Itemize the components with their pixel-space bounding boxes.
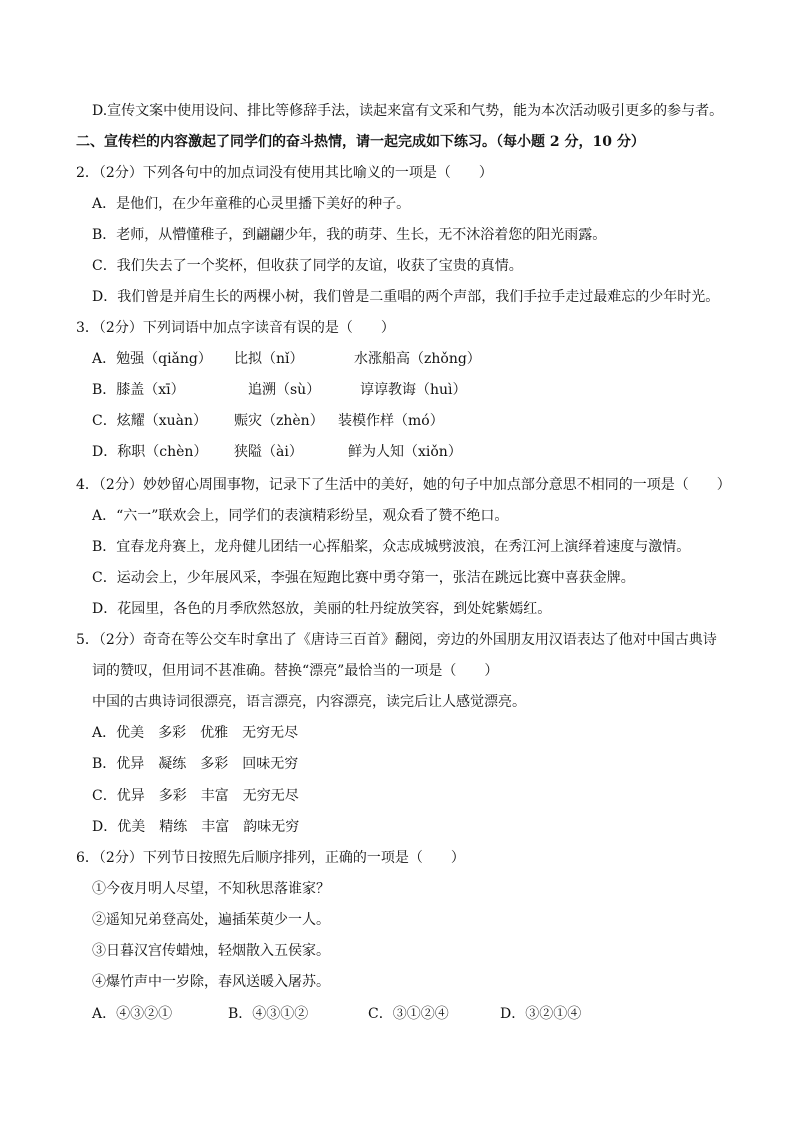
q3-d-word-1: D．称职（chèn） [92,444,208,460]
q3-a-word-3: 水涨船高（zhǒng） [354,351,481,367]
q3-d-word-2: 狭隘（ài） [234,444,303,460]
q2-option-b: B．老师，从懵懂稚子，到翩翩少年，我的萌芽、生长，无不沐浴着您的阳光雨露。 [92,227,607,243]
q2-option-d: D．我们曾是并肩生长的两棵小树，我们曾是二重唱的两个声部，我们手拉手走过最难忘的少年时光。 [92,289,720,305]
q5-stem-continued: 词的赞叹，但用词不甚准确。替换“漂亮”最恰当的一项是（ ） [92,663,499,679]
q6-poem-line-3: ③日暮汉宫传蜡烛，轻烟散入五侯家。 [92,943,330,959]
q5-option-d: D．优美 精练 丰富 韵味无穷 [92,819,300,835]
q6-poem-line-2: ②遥知兄弟登高处，遍插茱萸少一人。 [92,912,330,928]
q3-c-word-2: 赈灾（zhèn） [234,413,324,429]
q3-a-word-1: A．勉强（qiǎng） [92,351,212,367]
q6-option-c: C．③①②④ [368,1006,449,1022]
q6-stem: 6．（2分）下列节日按照先后顺序排列，正确的一项是（ ） [76,850,465,866]
q4-option-a: A．“六一”联欢会上，同学们的表演精彩纷呈，观众看了赞不绝口。 [92,508,509,524]
section-2-heading: 二、宣传栏的内容激起了同学们的奋斗热情，请一起完成如下练习。（每小题 2 分，10 分） [76,134,645,150]
q6-option-b: B．④③①② [228,1006,309,1022]
q2-stem: 2．（2分）下列各句中的加点词没有使用其比喻义的一项是（ ） [76,165,493,181]
q3-d-word-3: 鲜为人知（xiǒn） [348,444,462,460]
q5-quote: 中国的古典诗词很漂亮，语言漂亮，内容漂亮，读完后让人感觉漂亮。 [92,694,526,710]
q3-c-word-3: 装模作样（mó） [338,413,444,429]
q6-option-d: D．③②①④ [500,1006,582,1022]
q6-poem-line-1: ①今夜月明人尽望，不知秋思落谁家？ [92,881,330,897]
q6-option-a: A．④③②① [92,1006,173,1022]
q6-poem-line-4: ④爆竹声中一岁除，春风送暖入屠苏。 [92,974,330,990]
q4-option-d: D．花园里，各色的月季欣然怒放，美丽的牡丹绽放笑容，到处姹紫嫣红。 [92,601,552,617]
q5-option-c: C．优异 多彩 丰富 无穷无尽 [92,788,299,804]
q3-b-word-2: 追溯（sù） [248,382,321,398]
q5-stem: 5．（2分）奇奇在等公交车时拿出了《唐诗三百首》翻阅，旁边的外国朋友用汉语表达了他对中国古典诗 [76,632,717,648]
q1-option-d-continued: D.宣传文案中使用设问、排比等修辞手法，读起来富有文采和气势，能为本次活动吸引更多的参与者。 [92,103,724,119]
q3-c-word-1: C．炫耀（xuàn） [92,413,207,429]
q3-stem: 3．（2分）下列词语中加点字读音有误的是（ ） [76,320,395,336]
q3-b-word-3: 谆谆教诲（huì） [360,382,467,398]
q4-option-b: B．宜春龙舟赛上，龙舟健儿团结一心挥船桨，众志成城劈波浪，在秀江河上演绎着速度与激情。 [92,539,691,555]
q4-option-c: C．运动会上，少年展风采，李强在短跑比赛中勇夺第一，张洁在跳远比赛中喜获金牌。 [92,570,635,586]
q3-a-word-2: 比拟（nǐ） [234,351,304,367]
q3-b-word-1: B．膝盖（xī） [92,382,185,398]
q5-option-a: A．优美 多彩 优雅 无穷无尽 [92,725,299,741]
q4-stem: 4．（2分）妙妙留心周围事物，记录下了生活中的美好，她的句子中加点部分意思不相同的一项是（ ） [76,477,731,493]
q2-option-c: C．我们失去了一个奖杯，但收获了同学的友谊，收获了宝贵的真情。 [92,258,523,274]
q2-option-a: A．是他们，在少年童稚的心灵里播下美好的种子。 [92,196,411,212]
q5-option-b: B．优异 凝练 多彩 回味无穷 [92,756,299,772]
